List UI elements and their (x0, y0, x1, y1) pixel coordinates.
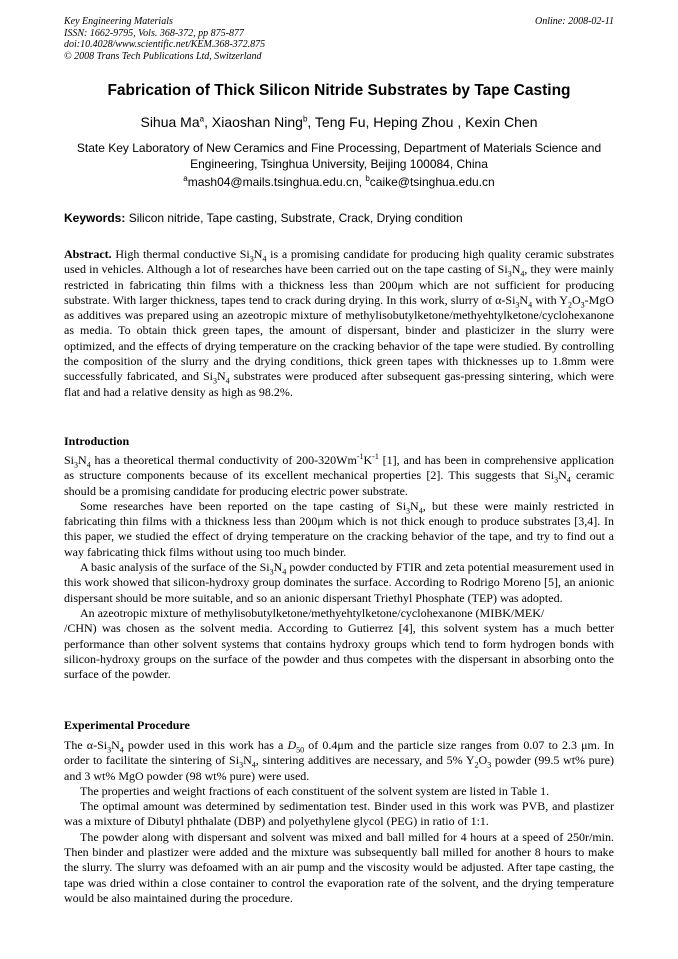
journal-name: Key Engineering Materials (64, 16, 173, 27)
keywords-label: Keywords: (64, 211, 126, 225)
author-1-sup: a (199, 114, 205, 124)
paper-title: Fabrication of Thick Silicon Nitride Substrates by Tape Casting (107, 82, 571, 99)
email-b: caike@tsinghua.edu.cn (369, 175, 495, 189)
author-emails (64, 175, 614, 189)
keywords (64, 211, 614, 225)
abstract: Abstract. High thermal conductive $Si_3N_4$ is a promising candidate for producing high quality ceramic substrates used in vehicles. Although a lot of researches have been carried out on the tape casting of $Si_3N_4$, they were mainly restricted in fabricating thin films with a thickness less than 200μm which are not sufficient for producing substrate. With larger thickness, tapes tend to crack during drying. In this work, slurry of $\alpha-Si_3N_4$ with $Y_2O_3$-MgO as additives was prepared using an azeotropic mixture of methylisobutylketone/methyehtylketone/cyclohexanone as media. To obtain thick green tapes, the amount of dispersant, binder and plasticizer in the slurry were optimized, and the effects of drying temperature on the cracking behavior of the tape were studied. By controlling the composition of the slurry and the drying conditions, thick green tapes with thicknesses up to 1.8mm were successfully fabricated, and $Si_3N_4$ substrates were produced after subsequent gas-pressing sintering, which were flat and had a relative density as high as 98.2%. (64, 247, 615, 399)
copyright-line: © 2008 Trans Tech Publications Ltd, Switzerland (64, 50, 262, 62)
issn-line: ISSN: 1662-9795, Vols. 368-372, pp 875-877 (64, 27, 244, 39)
experimental-heading: Experimental Procedure (64, 718, 190, 732)
author-list: Sihua Ma$^a$, Xiaoshan Ning$^b$, Teng Fu, Heping Zhou , Kexin Chen (140, 114, 538, 130)
online-date: Online: 2008-02-11 (535, 16, 614, 27)
experimental-body: The $\alpha-Si_3N_4$ powder used in this work has a $D_{50}$ of 0.4μm and the particle size ranges from 0.07 to 2.3 μm. In order to facilitate the sintering of $Si_3N_4$, sintering additives are necessary, and 5% $Y_2O_3$ powder (99.5 wt% pure) and 3 wt% MgO powder (98 wt% pure) were used. The properties and weight fractions of each constituent of the solvent system are listed in Table 1. The optimal amount was determined by sedimentation test. Binder used in this work was PVB, and plastizer was a mixture of Dibutyl phthalate (DBP) and polyethylene glycol (PEG) in ratio of 1:1. The powder along with dispersant and solvent was mixed and ball milled for 4 hours at a speed of 250r/min. Then binder and plastizer were added and the mixture was subsequently ball milled for another 8 hours to make the slurry. The slurry was defoamed with an air pump and the viscosity would be adjusted. After tape casting, the tape was dried within a close container to control the evaporation rate of the solvent, and the drying temperature would be also maintained during the procedure. (64, 738, 615, 905)
author-2-sup: b (302, 114, 308, 124)
doi-line: doi:10.4028/www.scientific.net/KEM.368-372.875 (64, 39, 266, 50)
email-a: mash04@mails.tsinghua.edu.cn, (187, 175, 366, 189)
introduction-body: $Si_3N_4$ has a theoretical thermal conductivity of $200-320Wm^{-1}K^{-1}$ [1], and has been in comprehensive application as structure components because of its excellent mechanical properties [2]. This suggests that $Si_3N_4$ ceramic should be a promising candidate for producing electric power substrate. Some researches have been reported on the tape casting of $Si_3N_4$, but these were mainly restricted in fabricating thin films with a thickness less than 200μm which is not thick enough to produce substrates [3,4]. In this paper, we studied the effect of drying temperature on the cracking behavior of the tape, and try to find out a way fabricating thick films without using too much binder. A basic analysis of the surface of the $Si_3N_4$ powder conducted by FTIR and zeta potential measurement used in this work showed that silicon-hydroxy group dominates the surface. According to Rodrigo Moreno [5], an anionic dispersant should be more suitable, and so an anionic dispersant Triethyl Phosphate (TEP) was adopted. An azeotropic mixture of methylisobutylketone/methyehtylketone/cyclohexanone (MIBK/MEK/ /CHN) was chosen as the solvent media. According to Gutierrez [4], this solvent system has a much better performance than other solvent systems that contains hydroxy groups which tend to form hydrogen bonds with silicon-hydroxy groups on the surface of the powder and thus competes with the dispersant in absorbing onto the surface of the powder. (64, 452, 615, 682)
author-2: Xiaoshan Ning (211, 114, 303, 130)
author-1: Sihua Ma (140, 114, 200, 130)
affiliation (64, 140, 614, 172)
abstract-label: Abstract. (64, 247, 112, 261)
email-a-sup: a (183, 174, 188, 183)
author-rest: , Teng Fu, Heping Zhou , Kexin Chen (307, 114, 538, 130)
affiliation-line-2: Engineering, Tsinghua University, Beijing 100084, China (190, 157, 488, 171)
email-b-sup: b (365, 174, 370, 183)
keywords-text: Silicon nitride, Tape casting, Substrate, Crack, Drying condition (128, 211, 463, 225)
introduction-heading: Introduction (64, 434, 130, 448)
affiliation-line-1: State Key Laboratory of New Ceramics and Fine Processing, Department of Materials Science and (76, 141, 602, 155)
journal-header (64, 16, 614, 62)
